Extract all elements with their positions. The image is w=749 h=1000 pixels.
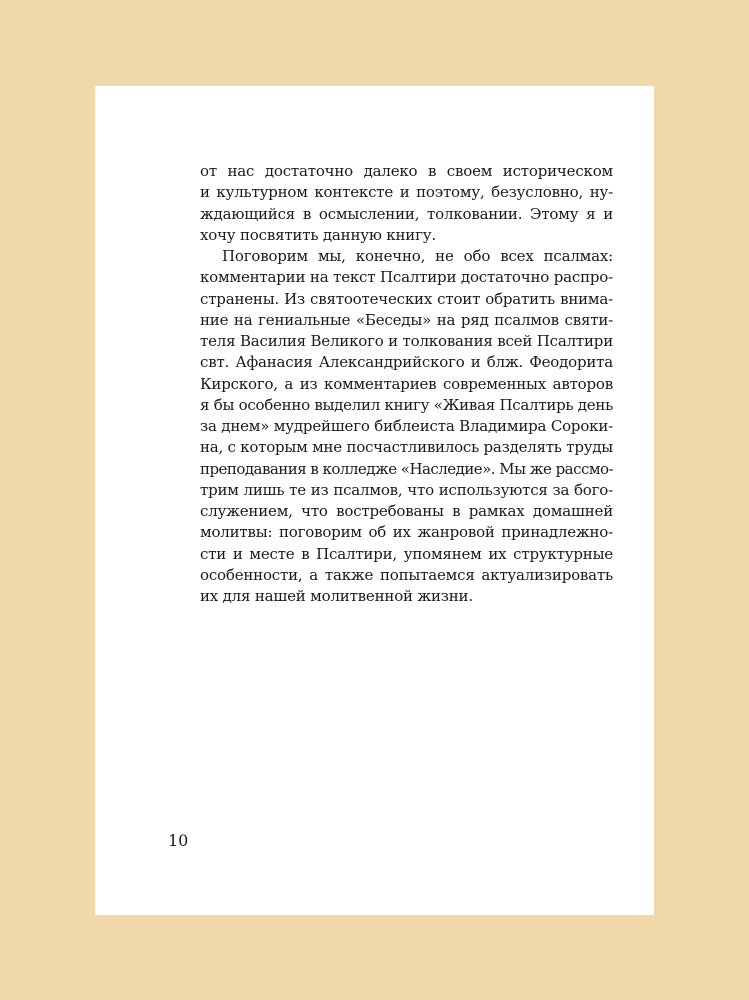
text-line: и культурном контексте и поэтому, безусловно, ну-	[200, 183, 613, 202]
text-line: служением, что востребованы в рамках домашней	[200, 502, 613, 520]
text-line: трим лишь те из псалмов, что используются за бого-	[200, 480, 613, 499]
body-text	[200, 161, 613, 607]
text-line: я бы особенно выделил книгу «Живая Псалтирь день	[200, 395, 613, 414]
text-line: комментарии на текст Псалтири достаточно распро-	[200, 268, 613, 287]
text-line: за днем» мудрейшего библеиста Владимира Сороки-	[200, 417, 613, 435]
text-line: свт. Афанасия Александрийского и блж. Феодорита	[200, 353, 613, 372]
page-number: 10	[168, 831, 189, 850]
text-line: Кирского, а из комментариев современных авторов	[200, 374, 613, 393]
text-line: сти и месте в Псалтири, упомянем их структурные	[200, 544, 613, 563]
text-line: странены. Из святоотеческих стоит обратить внима-	[200, 289, 613, 308]
text-line: Поговорим мы, конечно, не обо всех псалмах:	[222, 247, 613, 265]
book-page	[95, 86, 654, 915]
text-line: хочу посвятить данную книгу.	[200, 225, 436, 244]
text-line: на, с которым мне посчастливилось разделять труды	[200, 438, 613, 457]
text-line: ждающийся в осмыслении, толковании. Этому я и	[200, 204, 613, 223]
text-line: ние на гениальные «Беседы» на ряд псалмов святи-	[200, 310, 613, 329]
text-line: преподавания в колледже «Наследие». Мы же рассмо-	[200, 459, 613, 478]
text-line: особенности, а также попытаемся актуализировать	[200, 565, 613, 584]
text-line: молитвы: поговорим об их жанровой принадлежно-	[200, 523, 613, 542]
text-line: от нас достаточно далеко в своем историческом	[200, 162, 613, 180]
text-line: их для нашей молитвенной жизни.	[200, 587, 473, 605]
text-line: теля Василия Великого и толкования всей Псалтири	[200, 332, 613, 350]
